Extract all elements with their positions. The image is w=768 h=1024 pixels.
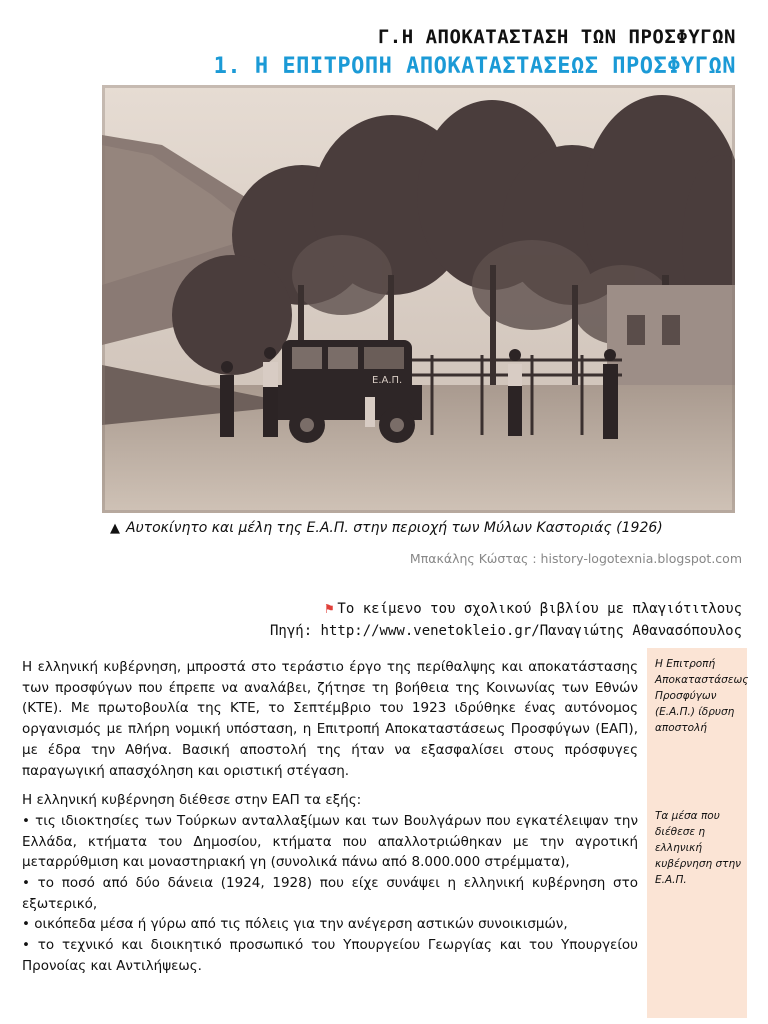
flag-icon: ⚑ <box>324 601 334 617</box>
triangle-icon: ▲ <box>110 521 120 536</box>
section-title: Γ.Η ΑΠΟΚΑΤΑΣΤΑΣΗ ΤΩΝ ΠΡΟΣΦΥΓΩΝ <box>377 26 736 48</box>
bullet-item: • τις ιδιοκτησίες των Τούρκων ανταλλαξίμων και των Βουλγάρων που εγκατέλειψαν την Ελλάδα, κτήματα του Δημοσίου, κτήματα που απαλλοτριώθηκαν με την αγροτική μεταρρύθμιση και μοναστηριακή γη (συνολικά πάνω από 8.000.000 στρέμματα), <box>22 812 638 871</box>
source-note-line1 <box>270 598 742 620</box>
source-note <box>270 598 742 642</box>
credit-line: Μπακάλης Κώστας : history-logotexnia.blogspot.com <box>409 551 742 566</box>
paragraph-1: Η ελληνική κυβέρνηση, μπροστά στο τεράστιο έργο της περίθαλψης και αποκατάστασης των προσφύγων που έπρεπε να αναλάβει, ζήτησε τη βοήθεια της Κοινωνίας των Εθνών (ΚΤΕ). Με πρωτοβουλία της ΚΤΕ, το Σεπτέμβριο του 1923 ιδρύθηκε ένας αυτόνομος οργανισμός με πλήρη νομική υπόσταση, η Επιτροπή Αποκαταστάσεως Προσφύγων (ΕΑΠ), με έδρα την Αθήνα. Βασική αποστολή της ήταν να εξασφαλίσει στους πρόσφυγες παραγωγική απασχόληση και οριστική στέγαση. <box>22 659 638 779</box>
side-note-means: Τα μέσα που διέθεσε η ελληνική κυβέρνηση στην Ε.Α.Π. <box>655 810 741 886</box>
paragraph-2-intro: Η ελληνική κυβέρνηση διέθεσε στην ΕΑΠ τα εξής: <box>22 792 362 809</box>
car-sign: Ε.Α.Π. <box>372 375 403 386</box>
bullet-item: • οικόπεδα μέσα ή γύρω από τις πόλεις για την ανέγερση αστικών συνοικισμών, <box>22 916 568 933</box>
bullet-item: • το τεχνικό και διοικητικό προσωπικό του Υπουργείου Γεωργίας και του Υπουργείου Προνοίας και Αντιλήψεως. <box>22 937 638 974</box>
source-note-line2: Πηγή: http://www.venetokleio.gr/Παναγιώτης Αθανασόπουλος <box>269 623 742 639</box>
photo-caption <box>110 520 663 536</box>
margin-sidebar <box>647 648 747 1018</box>
source-note-text: Το κείμενο του σχολικού βιβλίου με πλαγιότιτλους <box>337 601 742 617</box>
historical-photo <box>102 85 735 513</box>
bullet-item: • το ποσό από δύο δάνεια (1924, 1928) που είχε συνάψει η ελληνική κυβέρνηση στο εξωτερικό, <box>22 875 638 912</box>
main-text <box>22 657 638 977</box>
chapter-title: 1. Η ΕΠΙΤΡΟΠΗ ΑΠΟΚΑΤΑΣΤΑΣΕΩΣ ΠΡΟΣΦΥΓΩΝ <box>213 54 736 79</box>
caption-text: Αυτοκίνητο και μέλη της Ε.Α.Π. στην περιοχή των Μύλων Καστοριάς (1926) <box>126 520 663 536</box>
side-note-foundation: Η Επιτροπή Αποκαταστάσεως Προσφύγων (Ε.Α.Π.) ίδρυση αποστολή <box>655 658 749 734</box>
